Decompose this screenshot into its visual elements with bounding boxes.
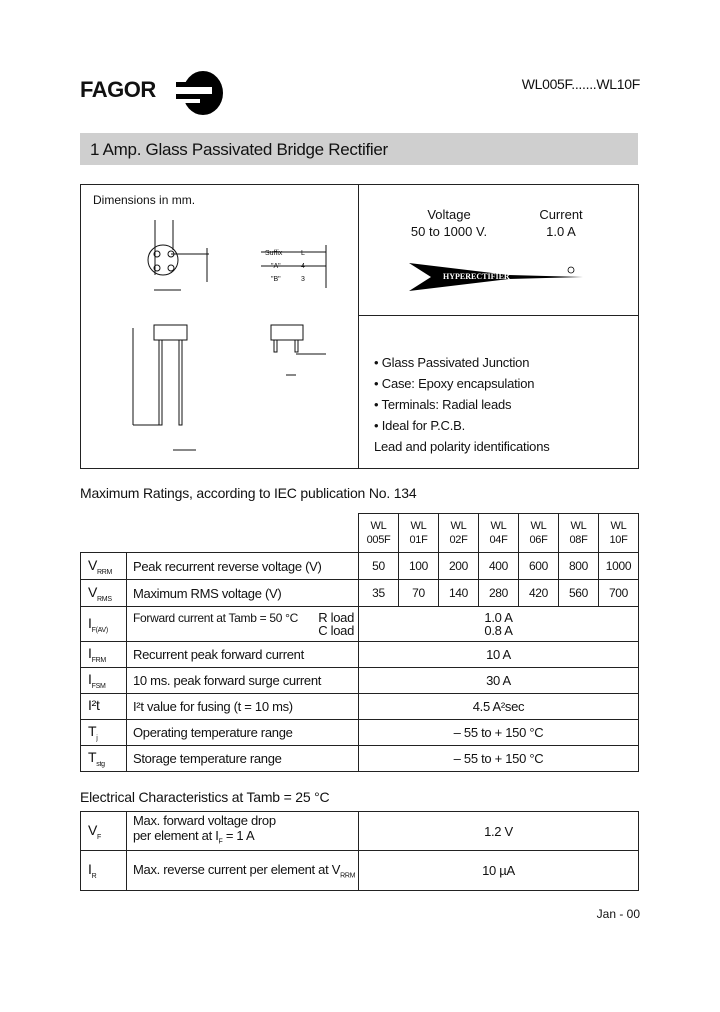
symbol: $I_{FRM}$ bbox=[81, 642, 127, 668]
table-row bbox=[81, 746, 639, 772]
description: Max. reverse current per element at $V_{RRM}$ bbox=[127, 851, 359, 891]
description: 10 ms. peak forward surge current bbox=[127, 668, 359, 694]
value: 700 bbox=[599, 580, 639, 607]
value: 10 A bbox=[359, 642, 639, 668]
table-row bbox=[81, 553, 639, 580]
table-row bbox=[81, 812, 639, 851]
value: 1.2 V bbox=[359, 812, 639, 851]
table-row bbox=[81, 580, 639, 607]
fagor-logo bbox=[80, 70, 225, 116]
model-header: WL 005F bbox=[359, 514, 399, 553]
value: 560 bbox=[559, 580, 599, 607]
fagor-emblem-icon bbox=[176, 70, 224, 116]
value: 30 A bbox=[359, 668, 639, 694]
value: 800 bbox=[559, 553, 599, 580]
value: 200 bbox=[439, 553, 479, 580]
description: Maximum RMS voltage (V) bbox=[127, 580, 359, 607]
symbol: $T_j$ bbox=[81, 720, 127, 746]
value: 140 bbox=[439, 580, 479, 607]
symbol: $I_{F(AV)}$ bbox=[81, 607, 127, 642]
electrical-title: Electrical Characteristics at Tamb = 25 °C bbox=[80, 789, 330, 805]
table-row bbox=[81, 642, 639, 668]
suffix-table bbox=[261, 247, 325, 286]
suffix-l-header: L bbox=[301, 250, 305, 257]
table-row bbox=[81, 668, 639, 694]
suffix-value: "B" bbox=[271, 276, 281, 283]
model-header: WL 04F bbox=[479, 514, 519, 553]
fagor-logo-text: FAGOR bbox=[80, 77, 156, 102]
feature-item: • Ideal for P.C.B. bbox=[374, 418, 466, 433]
table-row bbox=[81, 694, 639, 720]
description: Operating temperature range bbox=[127, 720, 359, 746]
description: Forward current at Tamb = 50 °C R load C load bbox=[127, 607, 359, 642]
value: 1.0 A 0.8 A bbox=[359, 607, 639, 642]
model-header-table bbox=[358, 513, 639, 553]
divider bbox=[358, 185, 359, 468]
symbol: $I_{FSM}$ bbox=[81, 668, 127, 694]
model-header: WL 06F bbox=[519, 514, 559, 553]
overview-box bbox=[80, 184, 639, 469]
hyperectifier-logo bbox=[409, 261, 584, 293]
value: 400 bbox=[479, 553, 519, 580]
current-label: Current bbox=[539, 207, 583, 222]
value: 420 bbox=[519, 580, 559, 607]
symbol: $V_{RMS}$ bbox=[81, 580, 127, 607]
description: I²t value for fusing (t = 10 ms) bbox=[127, 694, 359, 720]
voltage-value: 50 to 1000 V. bbox=[410, 224, 488, 239]
feature-item: • Case: Epoxy encapsulation bbox=[374, 376, 535, 391]
divider bbox=[358, 315, 638, 316]
table-row bbox=[81, 851, 639, 891]
ratings-table bbox=[80, 552, 639, 772]
symbol: $V_{RRM}$ bbox=[81, 553, 127, 580]
value: 600 bbox=[519, 553, 559, 580]
current-spec bbox=[521, 206, 601, 240]
hyperectifier-logo-text: HYPERECTIFIER bbox=[443, 272, 510, 281]
symbol: $I_R$ bbox=[81, 851, 127, 891]
value: 100 bbox=[399, 553, 439, 580]
value: 4.5 A²sec bbox=[359, 694, 639, 720]
symbol: $T_{stg}$ bbox=[81, 746, 127, 772]
table-row bbox=[81, 607, 639, 642]
ratings-title: Maximum Ratings, according to IEC publication No. 134 bbox=[80, 485, 417, 501]
value: 280 bbox=[479, 580, 519, 607]
dimensions-label: Dimensions in mm. bbox=[93, 193, 196, 207]
suffix-header: Suffix bbox=[265, 250, 283, 257]
value: 50 bbox=[359, 553, 399, 580]
value: 35 bbox=[359, 580, 399, 607]
feature-item: Lead and polarity identifications bbox=[374, 439, 550, 454]
electrical-table bbox=[80, 811, 639, 891]
description: Recurrent peak forward current bbox=[127, 642, 359, 668]
feature-item: • Terminals: Radial leads bbox=[374, 397, 512, 412]
description: Max. forward voltage drop per element at $I_F = 1$ A bbox=[127, 812, 359, 851]
model-header: WL 10F bbox=[599, 514, 639, 553]
symbol: $V_F$ bbox=[81, 812, 127, 851]
value: – 55 to + 150 °C bbox=[359, 720, 639, 746]
voltage-spec bbox=[389, 206, 509, 240]
model-header: WL 02F bbox=[439, 514, 479, 553]
voltage-label: Voltage bbox=[427, 207, 471, 222]
description: Peak recurrent reverse voltage (V) bbox=[127, 553, 359, 580]
model-header: WL 08F bbox=[559, 514, 599, 553]
value: – 55 to + 150 °C bbox=[359, 746, 639, 772]
current-value: 1.0 A bbox=[546, 224, 576, 239]
value: 1000 bbox=[599, 553, 639, 580]
description: Storage temperature range bbox=[127, 746, 359, 772]
value: 70 bbox=[399, 580, 439, 607]
table-row bbox=[81, 720, 639, 746]
page-title: 1 Amp. Glass Passivated Bridge Rectifier bbox=[80, 133, 638, 165]
suffix-length: 3 bbox=[301, 276, 305, 283]
date: Jan - 00 bbox=[596, 907, 640, 921]
value: 10 µA bbox=[359, 851, 639, 891]
model-header: WL 01F bbox=[399, 514, 439, 553]
part-range: WL005F.......WL10F bbox=[521, 76, 640, 92]
suffix-length: 4 bbox=[301, 263, 305, 270]
suffix-value: "A" bbox=[271, 263, 281, 270]
feature-item: • Glass Passivated Junction bbox=[374, 355, 530, 370]
symbol: I²t bbox=[81, 694, 127, 720]
